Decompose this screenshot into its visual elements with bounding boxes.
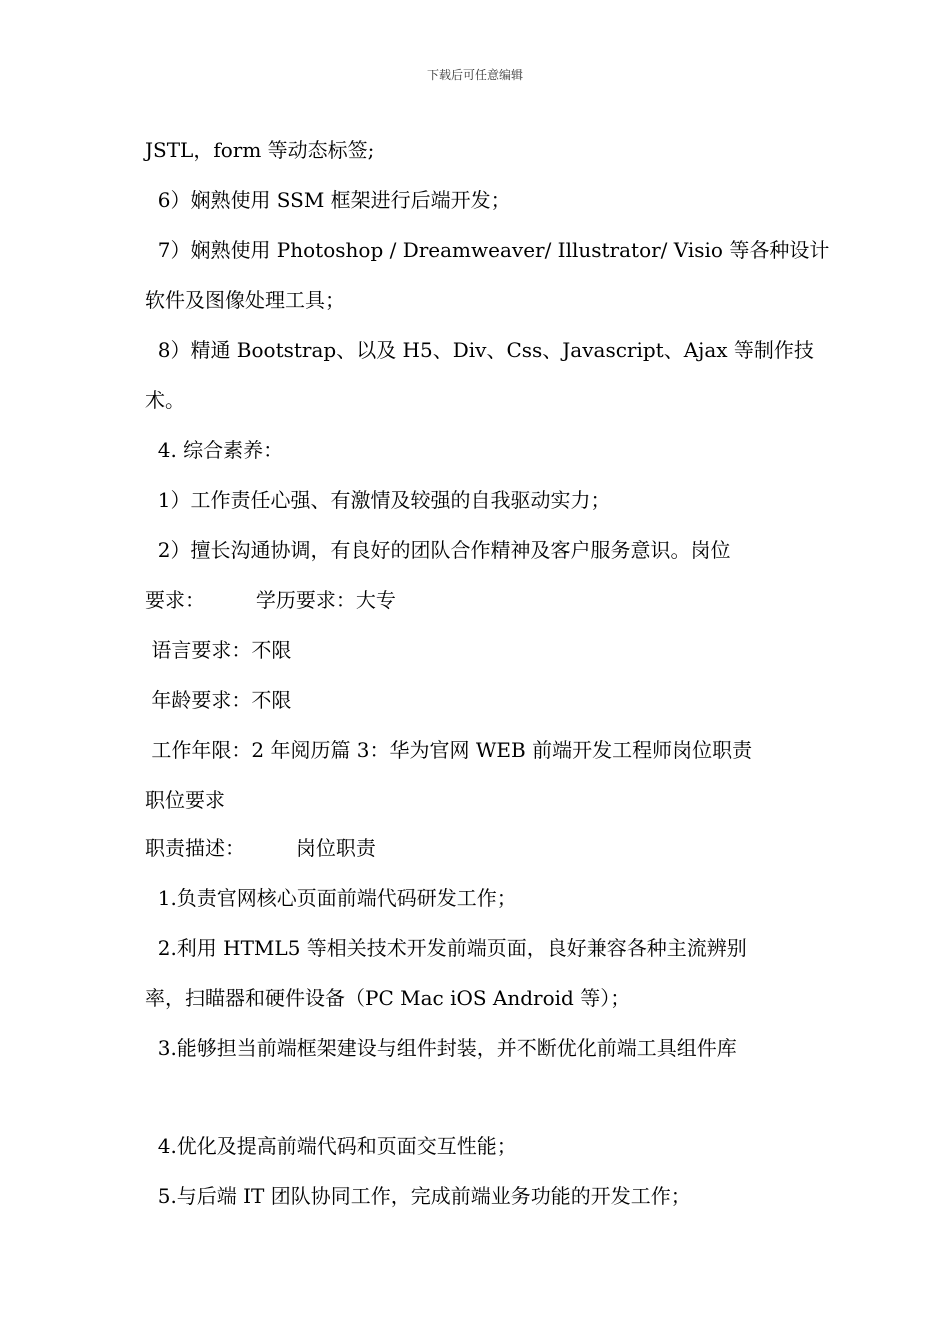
text-line: 率，扫瞄器和硬件设备（PC Mac iOS Android 等）；: [145, 986, 631, 1010]
text-line: 职位要求: [145, 788, 225, 812]
text-line: 7）娴熟使用 Photoshop / Dreamweaver/ Illustrator/ Visio 等各种设计: [145, 238, 830, 262]
text-line: 语言要求：不限: [145, 638, 292, 662]
text-line: 软件及图像处理工具；: [145, 288, 345, 312]
text-line: 5.与后端 IT 团队协同工作，完成前端业务功能的开发工作；: [145, 1184, 691, 1208]
text-line: 工作年限：2 年阅历篇 3：华为官网 WEB 前端开发工程师岗位职责: [145, 738, 753, 762]
text-line: 术。: [145, 388, 185, 412]
text-line: 2.利用 HTML5 等相关技术开发前端页面，良好兼容各种主流辨别: [145, 936, 747, 960]
text-line: JSTL，form 等动态标签;: [145, 138, 375, 162]
text-line: 1）工作责任心强、有激情及较强的自我驱动实力；: [145, 488, 611, 512]
section-heading: 4. 综合素养：: [145, 438, 284, 462]
text-line: 2）擅长沟通协调，有良好的团队合作精神及客户服务意识。岗位: [145, 538, 731, 562]
text-line: 4.优化及提高前端代码和页面交互性能；: [145, 1134, 517, 1158]
text-line: 职责描述： 岗位职责: [145, 836, 376, 860]
page-header-note: 下载后可任意编辑: [426, 68, 523, 82]
text-line: 3.能够担当前端框架建设与组件封装，并不断优化前端工具组件库: [145, 1036, 737, 1060]
text-line: 8）精通 Bootstrap、以及 H5、Div、Css、Javascript、Ajax 等制作技: [145, 338, 814, 362]
text-line: 1.负责官网核心页面前端代码研发工作；: [145, 886, 517, 910]
blank-line: [145, 1083, 810, 1113]
text-line: 6）娴熟使用 SSM 框架进行后端开发；: [145, 188, 511, 212]
text-line: 年龄要求：不限: [145, 688, 292, 712]
text-line: 要求： 学历要求：大专: [145, 588, 396, 612]
